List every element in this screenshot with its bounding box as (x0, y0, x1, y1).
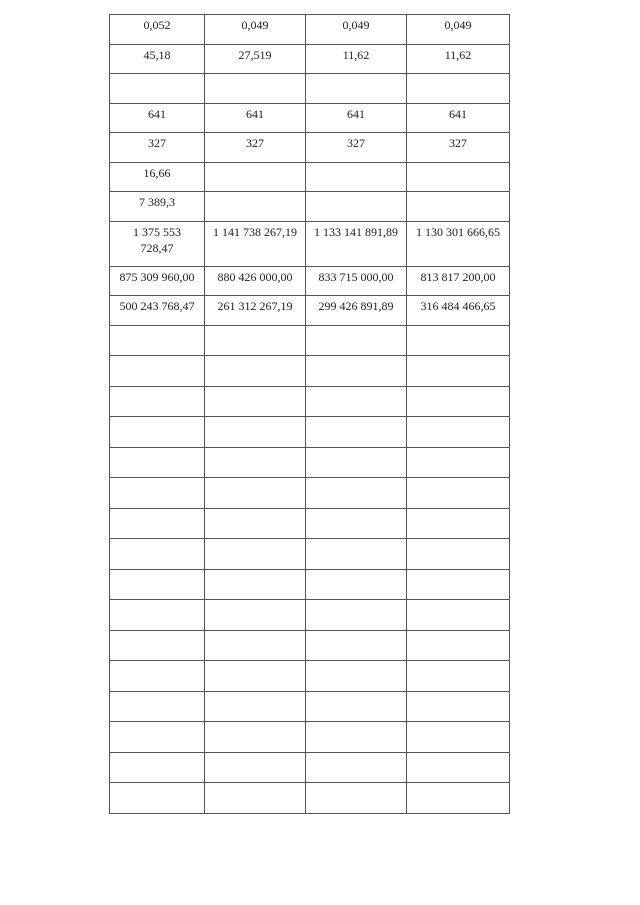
table-cell (110, 600, 205, 631)
table-cell (306, 192, 407, 222)
table-cell (407, 508, 510, 539)
table-cell (205, 569, 306, 600)
table-cell (205, 478, 306, 509)
table-cell: 875 309 960,00 (110, 266, 205, 296)
data-table (109, 14, 510, 814)
table-cell: 0,049 (407, 15, 510, 45)
table-cell: 16,66 (110, 162, 205, 192)
table-cell (205, 325, 306, 356)
table-cell: 641 (205, 103, 306, 133)
table-cell (306, 569, 407, 600)
table-cell (407, 722, 510, 753)
table-cell: 0,049 (306, 15, 407, 45)
table-row (110, 325, 510, 356)
table-cell: 500 243 768,47 (110, 296, 205, 326)
table-cell (407, 600, 510, 631)
table-cell (407, 539, 510, 570)
table-cell (110, 386, 205, 417)
table-row (110, 447, 510, 478)
table-cell (205, 386, 306, 417)
table-row (110, 508, 510, 539)
table-row (110, 722, 510, 753)
table-row (110, 783, 510, 814)
table-cell (407, 752, 510, 783)
table-cell (205, 722, 306, 753)
table-cell (407, 447, 510, 478)
table-cell (205, 661, 306, 692)
table-row (110, 221, 510, 266)
table-cell: 27,519 (205, 44, 306, 74)
table-cell (407, 74, 510, 104)
table-row (110, 630, 510, 661)
table-cell (306, 417, 407, 448)
table-cell (205, 630, 306, 661)
table-row (110, 539, 510, 570)
table-row (110, 569, 510, 600)
table-cell (306, 722, 407, 753)
table-cell (110, 539, 205, 570)
table-cell: 327 (407, 133, 510, 163)
table-row (110, 417, 510, 448)
table-cell: 11,62 (306, 44, 407, 74)
table-cell (110, 508, 205, 539)
table-cell (205, 417, 306, 448)
table-cell (407, 356, 510, 387)
table-cell (110, 630, 205, 661)
table-cell: 833 715 000,00 (306, 266, 407, 296)
table-cell (205, 356, 306, 387)
table-cell (407, 417, 510, 448)
table-cell: 327 (110, 133, 205, 163)
table-cell (306, 478, 407, 509)
table-row (110, 266, 510, 296)
table-cell (205, 447, 306, 478)
table-row (110, 600, 510, 631)
table-cell (205, 74, 306, 104)
table-cell: 261 312 267,19 (205, 296, 306, 326)
table-row (110, 386, 510, 417)
table-cell (306, 630, 407, 661)
table-cell: 299 426 891,89 (306, 296, 407, 326)
table-cell (205, 691, 306, 722)
table-cell: 327 (205, 133, 306, 163)
table-cell (205, 752, 306, 783)
table-cell: 0,052 (110, 15, 205, 45)
table-cell (205, 192, 306, 222)
table-cell (407, 661, 510, 692)
table-cell (110, 722, 205, 753)
table-cell (407, 192, 510, 222)
table-cell (306, 508, 407, 539)
table-row (110, 192, 510, 222)
table-cell: 1 133 141 891,89 (306, 221, 407, 266)
table-cell (110, 783, 205, 814)
table-row (110, 74, 510, 104)
table-cell: 813 817 200,00 (407, 266, 510, 296)
table-row (110, 691, 510, 722)
table-cell (205, 539, 306, 570)
table-row (110, 103, 510, 133)
table-cell: 45,18 (110, 44, 205, 74)
table-cell (306, 600, 407, 631)
table-cell (306, 539, 407, 570)
table-row (110, 15, 510, 45)
table-cell: 11,62 (407, 44, 510, 74)
table-cell (407, 478, 510, 509)
table-cell (205, 162, 306, 192)
table-row (110, 162, 510, 192)
table-cell (110, 417, 205, 448)
table-cell: 1 375 553 728,47 (110, 221, 205, 266)
table-cell: 7 389,3 (110, 192, 205, 222)
table-cell (306, 691, 407, 722)
table-row (110, 661, 510, 692)
table-cell (407, 162, 510, 192)
table-cell (110, 447, 205, 478)
table-cell (407, 386, 510, 417)
table-cell (306, 661, 407, 692)
table-cell: 641 (110, 103, 205, 133)
table-cell (110, 356, 205, 387)
table-cell (205, 508, 306, 539)
table-cell: 880 426 000,00 (205, 266, 306, 296)
table-cell (407, 691, 510, 722)
table-cell: 641 (407, 103, 510, 133)
table-cell: 316 484 466,65 (407, 296, 510, 326)
table-row (110, 478, 510, 509)
table-cell (205, 783, 306, 814)
table-cell (306, 783, 407, 814)
table-row (110, 44, 510, 74)
table-cell (110, 478, 205, 509)
table-cell: 1 141 738 267,19 (205, 221, 306, 266)
table-cell: 0,049 (205, 15, 306, 45)
table-cell (306, 162, 407, 192)
table-cell (306, 325, 407, 356)
table-cell (110, 74, 205, 104)
table-cell (306, 386, 407, 417)
table-cell (205, 600, 306, 631)
table-cell (306, 356, 407, 387)
table-row (110, 133, 510, 163)
table-cell (110, 569, 205, 600)
table-cell (306, 752, 407, 783)
data-table-body (110, 15, 510, 814)
table-cell (306, 74, 407, 104)
table-cell (407, 325, 510, 356)
table-row (110, 296, 510, 326)
table-cell (306, 447, 407, 478)
table-cell: 641 (306, 103, 407, 133)
table-cell: 327 (306, 133, 407, 163)
table-cell (110, 752, 205, 783)
table-row (110, 356, 510, 387)
table-row (110, 752, 510, 783)
table-cell (110, 691, 205, 722)
table-cell (407, 630, 510, 661)
table-cell: 1 130 301 666,65 (407, 221, 510, 266)
table-cell (110, 325, 205, 356)
table-cell (407, 783, 510, 814)
table-cell (407, 569, 510, 600)
table-cell (110, 661, 205, 692)
